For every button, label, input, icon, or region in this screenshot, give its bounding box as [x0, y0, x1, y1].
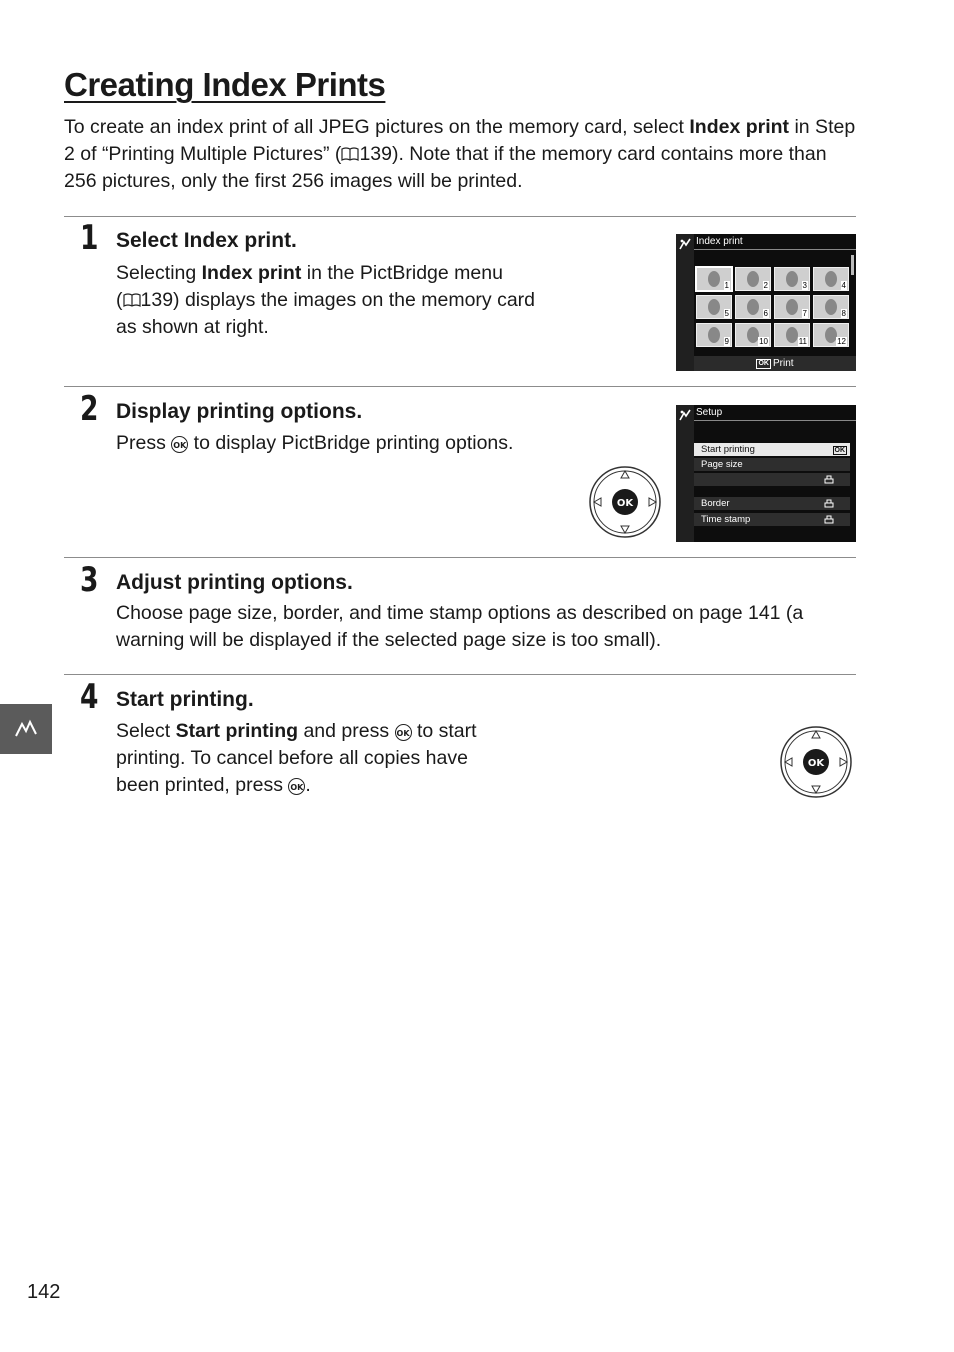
- thumbnail[interactable]: 10: [735, 323, 771, 347]
- thumbnail[interactable]: 3: [774, 267, 810, 291]
- menu-item-border[interactable]: Border: [694, 497, 850, 510]
- screen-footer: OK Print: [694, 356, 856, 371]
- ok-button-icon: OK: [395, 724, 412, 741]
- step-4-number: 4: [80, 677, 99, 717]
- screen-header: Setup: [694, 405, 856, 421]
- menu-item-page-size[interactable]: Page size: [694, 458, 850, 471]
- dial-center-label: OK: [807, 758, 825, 769]
- setup-screen: [676, 405, 856, 542]
- ok-button-icon: OK: [171, 436, 188, 453]
- section-tab: [0, 704, 52, 754]
- pictbridge-icon: [678, 408, 692, 422]
- step-1-number: 1: [80, 218, 99, 258]
- menu-item-time-stamp[interactable]: Time stamp: [694, 513, 850, 526]
- pictbridge-icon: [678, 237, 692, 251]
- thumbnail[interactable]: 9: [696, 323, 732, 347]
- dial-center-label: OK: [616, 498, 634, 509]
- index-print-screen: [676, 234, 856, 371]
- thumbnail[interactable]: 2: [735, 267, 771, 291]
- printer-icon: [824, 499, 834, 508]
- step-1-body: Selecting Index print in the PictBridge menu ( 139) displays the images on the memory card as shown at right.: [116, 262, 536, 338]
- thumbnail[interactable]: 12: [813, 323, 849, 347]
- thumbnail[interactable]: 8: [813, 295, 849, 319]
- thumbnail[interactable]: 6: [735, 295, 771, 319]
- divider: [64, 386, 856, 387]
- divider: [64, 216, 856, 217]
- book-reference-icon: [341, 147, 359, 161]
- book-reference-icon: [123, 293, 141, 307]
- page-number: 142: [27, 1281, 61, 1303]
- page-title: Creating Index Prints: [64, 66, 386, 103]
- thumbnail[interactable]: 4: [813, 267, 849, 291]
- intro-paragraph: To create an index print of all JPEG pictures on the memory card, select Index print in Step 2 of “Printing Multiple Pictures” ( 139). Note that if the memory card contains more than 256 pictures, only the first 256 images will be printed.: [64, 116, 856, 192]
- scrollbar: [851, 255, 854, 275]
- step-2-body: Press OK to display PictBridge printing options.: [116, 432, 514, 454]
- screen-header: Index print: [694, 234, 856, 250]
- divider: [64, 674, 856, 675]
- step-2-heading: Display printing options.: [116, 400, 363, 423]
- step-3-number: 3: [80, 560, 99, 600]
- pictbridge-tab-icon: [14, 718, 38, 740]
- menu-item-page-size-value[interactable]: [694, 473, 850, 486]
- multi-selector-icon: [779, 725, 853, 799]
- step-4-body: Select Start printing and press OK to start printing. To cancel before all copies have been printed, press OK .: [116, 720, 477, 796]
- step-3-heading: Adjust printing options.: [116, 571, 353, 594]
- thumbnail[interactable]: 7: [774, 295, 810, 319]
- thumbnail[interactable]: 11: [774, 323, 810, 347]
- step-3-body: Choose page size, border, and time stamp options as described on page 141 (a warning will be displayed if the selected page size is too small).: [116, 602, 804, 651]
- thumbnail[interactable]: 1: [696, 267, 732, 291]
- step-1-heading: Select Index print.: [116, 229, 297, 252]
- printer-icon: [824, 515, 834, 524]
- step-4-heading: Start printing.: [116, 688, 254, 711]
- ok-button-icon: OK: [288, 778, 305, 795]
- divider: [64, 557, 856, 558]
- thumbnail[interactable]: 5: [696, 295, 732, 319]
- menu-item-start-printing[interactable]: Start printing OK: [694, 443, 850, 456]
- printer-icon: [824, 475, 834, 484]
- step-2-number: 2: [80, 389, 99, 429]
- multi-selector-icon: [588, 465, 662, 539]
